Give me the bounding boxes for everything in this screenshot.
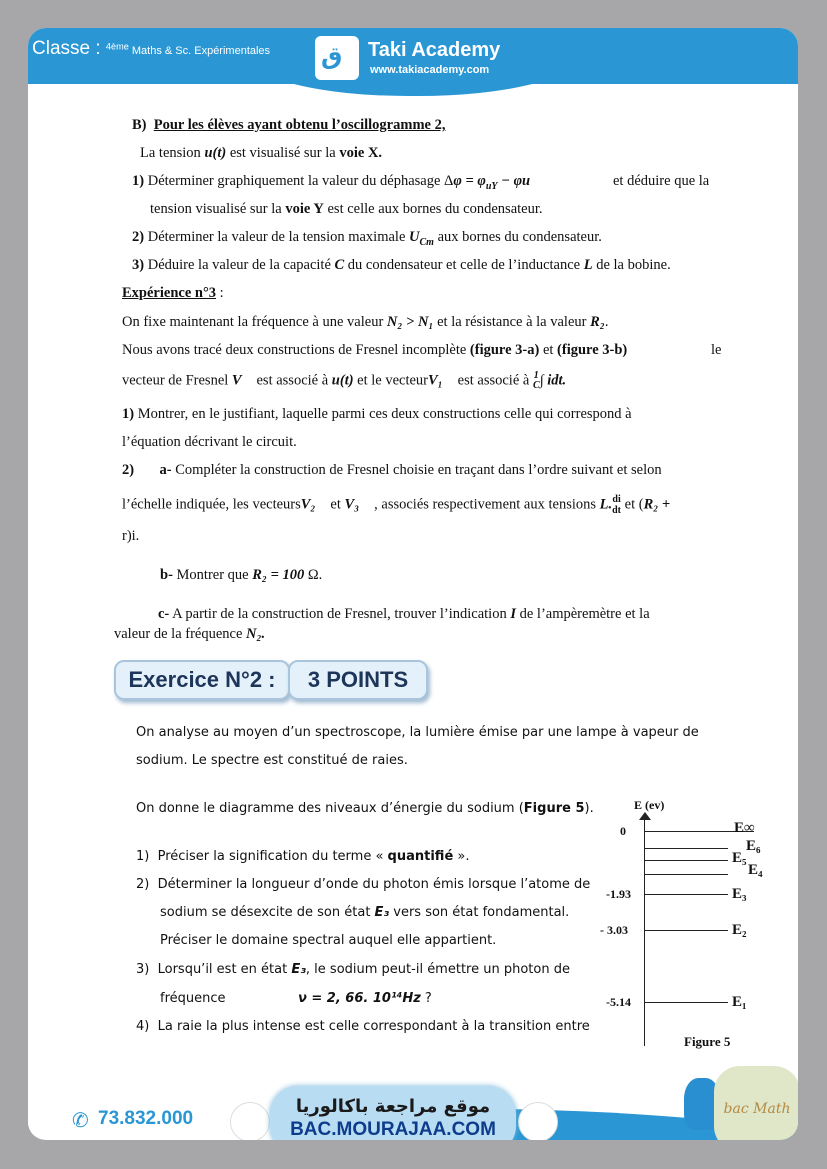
exp3-p2-end: le bbox=[711, 342, 722, 358]
exp3-q2a-line2: l’échelle indiquée, les vecteursV₂⃗ et V₃⃗ , associés respectivement aux tensions L.di dt et (R₂ + bbox=[122, 494, 671, 516]
ex2-q4-line1: 4) La raie la plus intense est celle correspondant à la transition entre bbox=[136, 1019, 590, 1034]
level-line-e6 bbox=[644, 848, 728, 849]
class-label: Classe : $^{4ème}$ Maths & Sc. Expérimentales bbox=[32, 38, 271, 59]
level-name-e4: E₄ bbox=[748, 862, 763, 878]
exercise-points-tab: 3 POINTS bbox=[288, 660, 428, 700]
document-page bbox=[28, 28, 798, 1140]
brand-url: www.takiacademy.com bbox=[370, 64, 490, 76]
part-b-q3: 3) Déduire la valeur de la capacité C du condensateur et celle de l’inductance L de la bobine. bbox=[132, 257, 671, 273]
diagram-axis-arrow-icon bbox=[639, 812, 651, 820]
ex2-diagram-intro: On donne le diagramme des niveaux d’énergie du sodium (Figure 5). bbox=[136, 801, 594, 816]
energy-level-diagram bbox=[598, 798, 788, 1078]
exp3-p1: On fixe maintenant la fréquence à une valeur N₂ > N₁ et la résistance à la valeur R₂. bbox=[122, 314, 609, 330]
site-badge[interactable] bbox=[270, 1086, 516, 1140]
exercise-title-tab: Exercice N°2 : bbox=[114, 660, 290, 700]
exp3-q2b: b- Montrer que R₂ = 100 Ω. bbox=[160, 567, 323, 583]
level-line-e4 bbox=[644, 874, 728, 875]
level-value-e1: -5.14 bbox=[606, 995, 631, 1009]
level-value-einf: 0 bbox=[620, 824, 626, 838]
part-b-q2: 2) Déterminer la valeur de la tension maximale $U_{Cm}$ aux bornes du condensateur. bbox=[132, 229, 602, 248]
exp3-q2a: 2) a- Compléter la construction de Fresnel choisie en traçant dans l’ordre suivant et selon bbox=[122, 462, 662, 478]
level-name-e5: E₅ bbox=[732, 850, 747, 866]
left-school-logo-icon bbox=[230, 1102, 270, 1140]
level-line-e3 bbox=[644, 894, 728, 895]
ex2-q2-line1: 2) Déterminer la longueur d’onde du photon émis lorsque l’atome de bbox=[136, 877, 591, 892]
ex2-q2-line3: Préciser le domaine spectral auquel elle appartient. bbox=[160, 933, 497, 948]
bacmath-logo: bac Math bbox=[714, 1066, 798, 1140]
level-name-e1: E₁ bbox=[732, 994, 747, 1010]
part-b-intro: La tension u(t) est visualisé sur la voie X. bbox=[140, 145, 383, 161]
ex2-q3-line2: fréquence bbox=[160, 991, 226, 1006]
figure-caption: Figure 5 bbox=[684, 1034, 731, 1049]
ex2-intro-2: sodium. Le spectre est constitué de raies. bbox=[136, 753, 408, 768]
brand-name: Taki Academy bbox=[368, 39, 501, 61]
exp3-heading: Expérience n°3 : bbox=[122, 285, 224, 301]
phone-number: 73.832.000 bbox=[98, 1108, 194, 1129]
level-value-e2: - 3.03 bbox=[600, 923, 628, 937]
level-name-e2: E₂ bbox=[732, 922, 747, 938]
site-name-arabic: موقع مراجعة باكالوريا bbox=[295, 1096, 491, 1117]
diagram-axis-label: E (ev) bbox=[634, 798, 665, 812]
level-line-e5 bbox=[644, 860, 728, 861]
exp3-q1: 1) Montrer, en le justifiant, laquelle parmi ces deux constructions celle qui correspond à bbox=[122, 406, 632, 422]
right-school-logo-icon bbox=[518, 1102, 558, 1140]
level-name-einf: E∞ bbox=[734, 820, 755, 836]
ex2-q3-line1: 3) Lorsqu’il est en état E₃, le sodium peut-il émettre un photon de bbox=[136, 962, 570, 977]
part-b-q1-line2: tension visualisé sur la voie Y est celle aux bornes du condensateur. bbox=[150, 201, 543, 217]
ex2-intro-1: On analyse au moyen d’un spectroscope, la lumière émise par une lampe à vapeur de bbox=[136, 725, 699, 740]
level-name-e6: E₆ bbox=[746, 838, 761, 854]
ex2-q3-frequency: ν = 2, 66. 10¹⁴Hz ? bbox=[298, 991, 432, 1006]
exp3-q2a-line3: r)i. bbox=[122, 528, 140, 544]
part-b-heading: B) Pour les élèves ayant obtenu l’oscillogramme 2, bbox=[132, 117, 446, 133]
exp3-q2c-line2: valeur de la fréquence N₂. bbox=[114, 626, 266, 642]
level-line-e1 bbox=[644, 1002, 728, 1003]
ex2-q2-line2: sodium se désexcite de son état E₃ vers son état fondamental. bbox=[160, 905, 570, 920]
exp3-q1-line2: l’équation décrivant le circuit. bbox=[122, 434, 297, 450]
exp3-p2: Nous avons tracé deux constructions de Fresnel incomplète (figure 3-a) et (figure 3-b) bbox=[122, 342, 628, 358]
phone-icon: ✆ bbox=[72, 1110, 89, 1132]
part-b-q1: 1) Déterminer graphiquement la valeur du déphasage $\Delta\varphi = \varphi_{uY} - \varphi u$ bbox=[132, 173, 531, 192]
exp3-p3: vecteur de Fresnel V⃗ est associé à u(t) et le vecteurV₁⃗ est associé à 1 C∫ idt. bbox=[122, 370, 567, 391]
site-name-latin: BAC.MOURAJAA.COM bbox=[290, 1119, 496, 1140]
taki-logo-icon: ق bbox=[315, 36, 359, 80]
level-value-e3: -1.93 bbox=[606, 887, 631, 901]
level-name-e3: E₃ bbox=[732, 886, 747, 902]
exp3-q2c: c- A partir de la construction de Fresnel, trouver l’indication I de l’ampèremètre et la bbox=[158, 606, 650, 622]
part-b-q1-end: et déduire que la bbox=[613, 173, 710, 189]
level-line-e2 bbox=[644, 930, 728, 931]
ex2-q1: 1) Préciser la signification du terme « quantifié ». bbox=[136, 849, 470, 864]
